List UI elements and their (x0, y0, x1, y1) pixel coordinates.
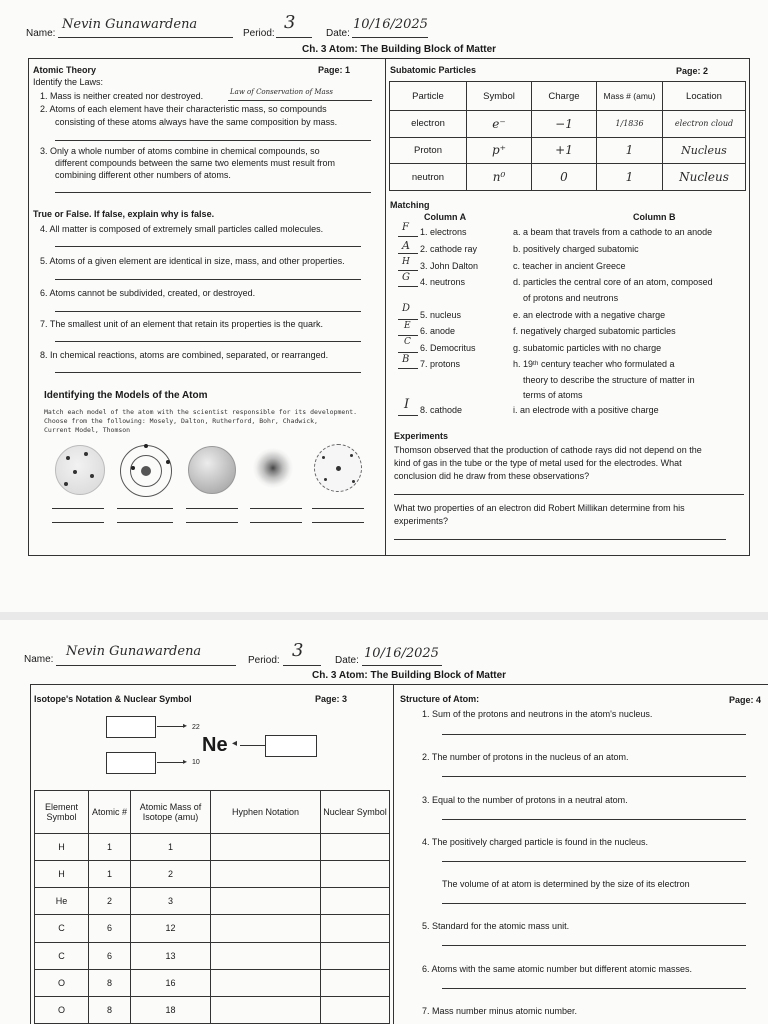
match-definition: a. a beam that travels from a cathode to an anode (513, 227, 713, 237)
particle-location[interactable]: Nucleus (663, 137, 746, 164)
experiment-answer-line-2[interactable] (394, 539, 726, 540)
element-symbol: H (35, 861, 89, 888)
atomic-number: 6 (89, 915, 131, 942)
element-symbol: H (35, 834, 89, 861)
match-answer[interactable]: G (402, 272, 410, 283)
isotope-heading: Isotope's Notation & Nuclear Symbol (34, 694, 192, 704)
structure-answer-line-6[interactable] (442, 988, 746, 989)
particle-charge[interactable]: +1 (532, 137, 597, 164)
page-1-label: Page: 1 (318, 65, 351, 75)
match-definition: e. an electrode with a negative charge (513, 310, 666, 320)
particle-name: neutron (390, 164, 467, 191)
match-definition: c. teacher in ancient Greece (513, 261, 626, 271)
table-row (390, 111, 746, 138)
particle-mass[interactable]: 1 (597, 164, 663, 191)
table-row (35, 915, 390, 942)
period-value[interactable]: 3 (292, 640, 304, 661)
atomic-number: 8 (89, 996, 131, 1023)
match-term: 6. anode (420, 326, 456, 336)
subatomic-table (389, 81, 746, 191)
arrow-right-icon: ▸ (183, 721, 188, 730)
particle-charge[interactable]: −1 (532, 111, 597, 138)
question-5: 5. Atoms of a given element are identical in size, mass, and other properties. (40, 256, 345, 266)
hyphen-notation-cell[interactable] (211, 942, 321, 969)
model-answer-4[interactable] (250, 508, 302, 509)
arrow-right-icon: ▸ (183, 757, 188, 766)
match-definition: b. positively charged subatomic (513, 244, 639, 254)
match-term: 4. neutrons (420, 277, 466, 287)
structure-answer-line-1[interactable] (442, 734, 746, 735)
header-mass: Mass # (amu) (597, 82, 663, 111)
atomic-mass: 12 (131, 915, 211, 942)
structure-question-7: 7. Mass number minus atomic number. (422, 1006, 578, 1016)
nuclear-symbol-cell[interactable] (321, 969, 390, 996)
element-name-box[interactable] (265, 735, 317, 757)
particle-charge[interactable]: 0 (532, 164, 597, 191)
particle-location[interactable]: Nucleus (663, 164, 746, 191)
match-answer[interactable]: F (402, 222, 409, 233)
atomic-mass: 16 (131, 969, 211, 996)
particle-name: Proton (390, 137, 467, 164)
experiment-question-1-line-3: conclusion did he draw from these observations? (394, 471, 590, 481)
answer-line-2[interactable] (55, 140, 371, 141)
structure-answer-line-4[interactable] (442, 861, 746, 862)
table-row (35, 861, 390, 888)
nuclear-symbol-cell[interactable] (321, 915, 390, 942)
subatomic-heading: Subatomic Particles (390, 65, 477, 75)
model-answer-8[interactable] (186, 522, 238, 523)
particle-symbol[interactable]: e⁻ (467, 111, 532, 138)
electron-cloud-model-image (253, 448, 293, 488)
atomic-number-box[interactable] (106, 752, 156, 774)
header-symbol: Symbol (467, 82, 532, 111)
match-term: 6. Democritus (420, 343, 476, 353)
name-value[interactable]: Nevin Gunawardena (66, 644, 202, 659)
name-line (58, 37, 233, 38)
question-6: 6. Atoms cannot be subdivided, created, or destroyed. (40, 288, 256, 298)
answer-line-6[interactable] (55, 311, 361, 312)
arrow-left-icon: ◂ (232, 738, 238, 749)
experiment-question-2-line-2: experiments? (394, 516, 449, 526)
isotope-table (34, 790, 390, 1024)
hyphen-notation-cell[interactable] (211, 915, 321, 942)
header-nuclear-symbol: Nuclear Symbol (321, 791, 390, 834)
structure-question-4b: The volume of at atom is determined by the size of its electron (442, 879, 690, 889)
table-row (35, 996, 390, 1023)
structure-question-4: 4. The positively charged particle is found in the nucleus. (422, 837, 648, 847)
header-particle: Particle (390, 82, 467, 111)
matching-heading: Matching (390, 200, 430, 210)
mass-number-box[interactable] (106, 716, 156, 738)
element-symbol: C (35, 915, 89, 942)
models-heading: Identifying the Models of the Atom (44, 390, 208, 401)
match-term: 7. protons (420, 359, 461, 369)
page-2-label: Page: 2 (676, 66, 709, 76)
period-label: Period: (248, 655, 280, 666)
nuclear-symbol-cell[interactable] (321, 888, 390, 915)
header-charge: Charge (532, 82, 597, 111)
atomic-mass: 1 (131, 834, 211, 861)
atomic-number: 2 (89, 888, 131, 915)
question-3-line-1: 3. Only a whole number of atoms combine in chemical compounds, so (40, 146, 320, 156)
match-answer[interactable]: E (404, 321, 411, 331)
atomic-theory-heading: Atomic Theory (33, 65, 97, 75)
date-value[interactable]: 10/16/2025 (353, 17, 428, 32)
header-element-symbol: Element Symbol (35, 791, 89, 834)
page-3-label: Page: 3 (315, 694, 348, 704)
element-symbol: O (35, 996, 89, 1023)
period-label: Period: (243, 28, 275, 39)
structure-answer-line-5[interactable] (442, 945, 746, 946)
date-value[interactable]: 10/16/2025 (364, 646, 439, 661)
particle-mass[interactable]: 1/1836 (597, 111, 663, 138)
date-line (362, 665, 442, 666)
atomic-mass: 3 (131, 888, 211, 915)
model-answer-2[interactable] (117, 508, 173, 509)
structure-question-3: 3. Equal to the number of protons in a neutral atom. (422, 795, 628, 805)
nuclear-symbol-cell[interactable] (321, 834, 390, 861)
question-2-line-2: consisting of these atoms always have the same composition by mass. (55, 117, 338, 127)
period-line (283, 665, 321, 666)
table-row (35, 942, 390, 969)
match-answer[interactable]: I (404, 397, 410, 412)
match-definition: theory to describe the structure of matter in (523, 375, 695, 385)
hyphen-notation-cell[interactable] (211, 834, 321, 861)
header-hyphen-notation: Hyphen Notation (211, 791, 321, 834)
element-symbol-ne: Ne (202, 734, 228, 756)
hyphen-notation-cell[interactable] (211, 888, 321, 915)
structure-answer-line-2[interactable] (442, 776, 746, 777)
table-row (390, 137, 746, 164)
structure-question-5: 5. Standard for the atomic mass unit. (422, 921, 570, 931)
match-term: 5. nucleus (420, 310, 462, 320)
model-answer-7[interactable] (117, 522, 173, 523)
page-4-label: Page: 4 (729, 695, 762, 705)
answer-line-8[interactable] (55, 372, 361, 373)
experiment-answer-line-1[interactable] (394, 494, 744, 495)
atomic-number-label: 10 (192, 759, 200, 766)
atomic-number: 1 (89, 861, 131, 888)
match-answer[interactable]: A (402, 239, 410, 252)
models-instruction-3: Current Model, Thomson (44, 426, 131, 434)
models-instruction-1: Match each model of the atom with the scientist responsible for its development. (44, 408, 358, 416)
structure-answer-line-3[interactable] (442, 819, 746, 820)
nuclear-symbol-cell[interactable] (321, 996, 390, 1023)
worksheet-title: Ch. 3 Atom: The Building Block of Matter (312, 670, 507, 681)
period-value[interactable]: 3 (284, 12, 296, 33)
model-answer-6[interactable] (52, 522, 104, 523)
element-symbol: O (35, 969, 89, 996)
nuclear-symbol-cell[interactable] (321, 861, 390, 888)
dalton-model-image (188, 446, 236, 494)
element-symbol: C (35, 942, 89, 969)
question-3-line-2: different compounds between the same two elements must result from (55, 158, 335, 168)
question-7: 7. The smallest unit of an element that retain its properties is the quark. (40, 319, 323, 329)
question-1: 1. Mass is neither created nor destroyed. (40, 91, 204, 101)
match-term: 1. electrons (420, 227, 467, 237)
models-instruction-2: Choose from the following: Mosely, Dalton, Rutherford, Bohr, Chadwick, (44, 417, 318, 425)
atomic-number: 6 (89, 942, 131, 969)
experiment-question-1-line-1: Thomson observed that the production of cathode rays did not depend on the (394, 445, 702, 455)
structure-question-1: 1. Sum of the protons and neutrons in the atom's nucleus. (422, 709, 653, 719)
model-answer-1[interactable] (52, 508, 104, 509)
match-definition: of protons and neutrons (523, 293, 619, 303)
answer-line-1 (228, 100, 372, 101)
structure-answer-line-4b[interactable] (442, 903, 746, 904)
date-line (352, 37, 428, 38)
match-answer[interactable]: D (402, 303, 411, 314)
particle-symbol[interactable]: p⁺ (467, 137, 532, 164)
atomic-number: 1 (89, 834, 131, 861)
subatomic-header-row (390, 82, 746, 111)
table-row (35, 969, 390, 996)
identify-laws-instruction: Identify the Laws: (33, 77, 104, 87)
hyphen-notation-cell[interactable] (211, 996, 321, 1023)
table-row (390, 164, 746, 191)
column-a-heading: Column A (424, 212, 467, 222)
match-term: 2. cathode ray (420, 244, 478, 254)
particle-location[interactable]: electron cloud (663, 111, 746, 138)
experiment-question-1-line-2: kind of gas in the tube or the type of metal used for the electrodes. What (394, 458, 682, 468)
name-line (56, 665, 236, 666)
experiment-question-2-line-1: What two properties of an electron did Robert Millikan determine from his (394, 503, 685, 513)
answer-line-3[interactable] (55, 192, 371, 193)
header-location: Location (663, 82, 746, 111)
header-atomic-mass: Atomic Mass of Isotope (amu) (131, 791, 211, 834)
worksheet-title: Ch. 3 Atom: The Building Block of Matter (302, 44, 497, 55)
match-definition: terms of atoms (523, 390, 583, 400)
worksheet-page-3-4 (0, 620, 768, 1024)
element-symbol: He (35, 888, 89, 915)
structure-heading: Structure of Atom: (400, 694, 480, 704)
question-4: 4. All matter is composed of extremely small particles called molecules. (40, 224, 324, 234)
hyphen-notation-cell[interactable] (211, 861, 321, 888)
mass-number-label: 22 (192, 724, 200, 731)
header-atomic-number: Atomic # (89, 791, 131, 834)
atomic-number: 8 (89, 969, 131, 996)
structure-question-2: 2. The number of protons in the nucleus of an atom. (422, 752, 629, 762)
question-8: 8. In chemical reactions, atoms are combined, separated, or rearranged. (40, 350, 329, 360)
true-false-heading: True or False. If false, explain why is false. (33, 209, 215, 219)
model-answer-3[interactable] (186, 508, 238, 509)
model-answer-9[interactable] (250, 522, 302, 523)
column-divider (385, 58, 386, 556)
period-line (276, 37, 312, 38)
date-label: Date: (335, 655, 359, 666)
column-divider (393, 684, 394, 1024)
atomic-mass: 18 (131, 996, 211, 1023)
match-term: 3. John Dalton (420, 261, 479, 271)
particle-symbol[interactable]: n⁰ (467, 164, 532, 191)
match-definition: d. particles the central core of an atom, composed (513, 277, 713, 287)
question-2-line-1: 2. Atoms of each element have their characteristic mass, so compounds (40, 104, 327, 114)
particle-mass[interactable]: 1 (597, 137, 663, 164)
model-answer-5[interactable] (312, 508, 364, 509)
table-row (35, 888, 390, 915)
experiments-heading: Experiments (394, 431, 449, 441)
answer-line-4[interactable] (55, 246, 361, 247)
name-label: Name: (24, 654, 54, 665)
match-term: 8. cathode (420, 405, 463, 415)
table-row (35, 834, 390, 861)
question-3-line-3: combining different other numbers of atoms. (55, 170, 231, 180)
match-definition: f. negatively charged subatomic particles (513, 326, 676, 336)
particle-name: electron (390, 111, 467, 138)
column-b-heading: Column B (633, 212, 676, 222)
answer-line-5[interactable] (55, 279, 361, 280)
hyphen-notation-cell[interactable] (211, 969, 321, 996)
match-answer[interactable]: H (402, 257, 410, 267)
structure-question-6: 6. Atoms with the same atomic number but different atomic masses. (422, 964, 692, 974)
nuclear-symbol-cell[interactable] (321, 942, 390, 969)
atomic-mass: 13 (131, 942, 211, 969)
match-definition: i. an electrode with a positive charge (513, 405, 659, 415)
match-definition: g. subatomic particles with no charge (513, 343, 662, 353)
answer-line-7[interactable] (55, 341, 361, 342)
model-answer-10[interactable] (312, 522, 364, 523)
name-label: Name: (26, 28, 56, 39)
match-answer[interactable]: B (402, 354, 410, 365)
match-answer[interactable]: C (404, 337, 411, 347)
name-value[interactable]: Nevin Gunawardena (62, 17, 198, 32)
date-label: Date: (326, 28, 350, 39)
answer-1[interactable]: Law of Conservation of Mass (230, 88, 333, 96)
atomic-mass: 2 (131, 861, 211, 888)
match-definition: h. 19ᵗʰ century teacher who formulated a (513, 359, 675, 369)
isotope-header-row (35, 791, 390, 834)
